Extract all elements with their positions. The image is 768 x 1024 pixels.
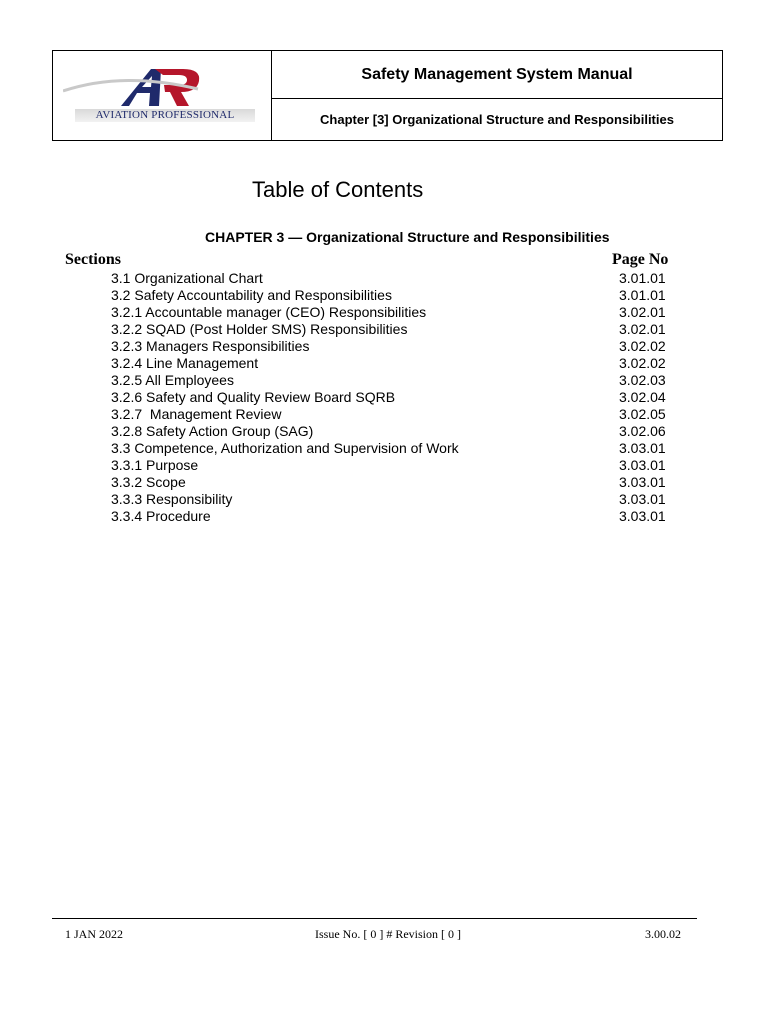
logo-cell [53, 51, 272, 140]
toc-entry-title: 3.3 Competence, Authorization and Supervision of Work [111, 440, 459, 456]
toc-entry-title: 3.2.6 Safety and Quality Review Board SQRB [111, 389, 396, 405]
toc-entry-title: 3.2.3 Managers Responsibilities [111, 338, 310, 354]
toc-entry[interactable] [111, 457, 681, 474]
toc-entry[interactable] [111, 270, 681, 287]
sections-label: Sections [65, 251, 121, 268]
toc-entry-page: 3.03.01 [619, 491, 666, 507]
toc-entry-title: 3.3.2 Scope [111, 474, 186, 490]
toc-entry-page: 3.02.02 [619, 338, 666, 354]
toc-entry-page: 3.02.04 [619, 389, 666, 405]
logo-wordmark: AVIATION PROFESSIONAL [75, 109, 255, 122]
toc-entry-title: 3.3.3 Responsibility [111, 491, 233, 507]
toc-entry[interactable] [111, 287, 681, 304]
toc-entry-page: 3.02.01 [619, 304, 666, 320]
toc-entry[interactable] [111, 508, 681, 525]
toc-entry-page: 3.02.01 [619, 321, 666, 337]
toc-entry-page: 3.03.01 [619, 440, 666, 456]
toc-entry-page: 3.02.06 [619, 423, 666, 439]
toc-entry-page: 3.02.03 [619, 372, 666, 388]
toc-entry[interactable] [111, 321, 681, 338]
toc-heading: Table of Contents [252, 177, 424, 202]
chapter-line: CHAPTER 3 — Organizational Structure and Responsibilities [205, 229, 610, 245]
toc-entry-title: 3.3.1 Purpose [111, 457, 199, 473]
chapter-title: Chapter [3] Organizational Structure and Responsibilities [320, 112, 674, 127]
toc-entry[interactable] [111, 389, 681, 406]
toc-entry-page: 3.03.01 [619, 474, 666, 490]
toc-entry-page: 3.02.02 [619, 355, 666, 371]
document-header [52, 50, 723, 141]
toc-entry[interactable] [111, 474, 681, 491]
toc-entry-title: 3.2.4 Line Management [111, 355, 259, 371]
footer-page-number: 3.00.02 [645, 927, 681, 941]
toc-entry-page: 3.01.01 [619, 287, 666, 303]
toc-entry[interactable] [111, 406, 681, 423]
toc-entry[interactable] [111, 372, 681, 389]
toc-entry-title: 3.2.7 Management Review [111, 406, 282, 422]
toc-entry[interactable] [111, 355, 681, 372]
footer-divider [52, 918, 697, 919]
toc-entry[interactable] [111, 304, 681, 321]
toc-entry-title: 3.1 Organizational Chart [111, 270, 263, 286]
toc-entry[interactable] [111, 338, 681, 355]
toc-entry[interactable] [111, 440, 681, 457]
toc-entry-title: 3.2.1 Accountable manager (CEO) Responsibilities [111, 304, 427, 320]
title-cell [272, 51, 722, 140]
toc-entry-page: 3.01.01 [619, 270, 666, 286]
toc-entry-title: 3.3.4 Procedure [111, 508, 211, 524]
toc-entry-title: 3.2.8 Safety Action Group (SAG) [111, 423, 314, 439]
company-logo [63, 61, 263, 111]
toc-entry-title: 3.2.2 SQAD (Post Holder SMS) Responsibilities [111, 321, 408, 337]
toc-list [111, 270, 681, 525]
footer-date: 1 JAN 2022 [65, 927, 124, 941]
toc-entry[interactable] [111, 491, 681, 508]
toc-entry-page: 3.02.05 [619, 406, 666, 422]
toc-entry-page: 3.03.01 [619, 508, 666, 524]
toc-entry[interactable] [111, 423, 681, 440]
toc-entry-page: 3.03.01 [619, 457, 666, 473]
manual-title: Safety Management System Manual [272, 51, 722, 99]
page-no-label: Page No [612, 251, 669, 268]
toc-entry-title: 3.2.5 All Employees [111, 372, 234, 388]
toc-entry-title: 3.2 Safety Accountability and Responsibilities [111, 287, 392, 303]
footer-issue: Issue No. [ 0 ] # Revision [ 0 ] [315, 927, 461, 941]
